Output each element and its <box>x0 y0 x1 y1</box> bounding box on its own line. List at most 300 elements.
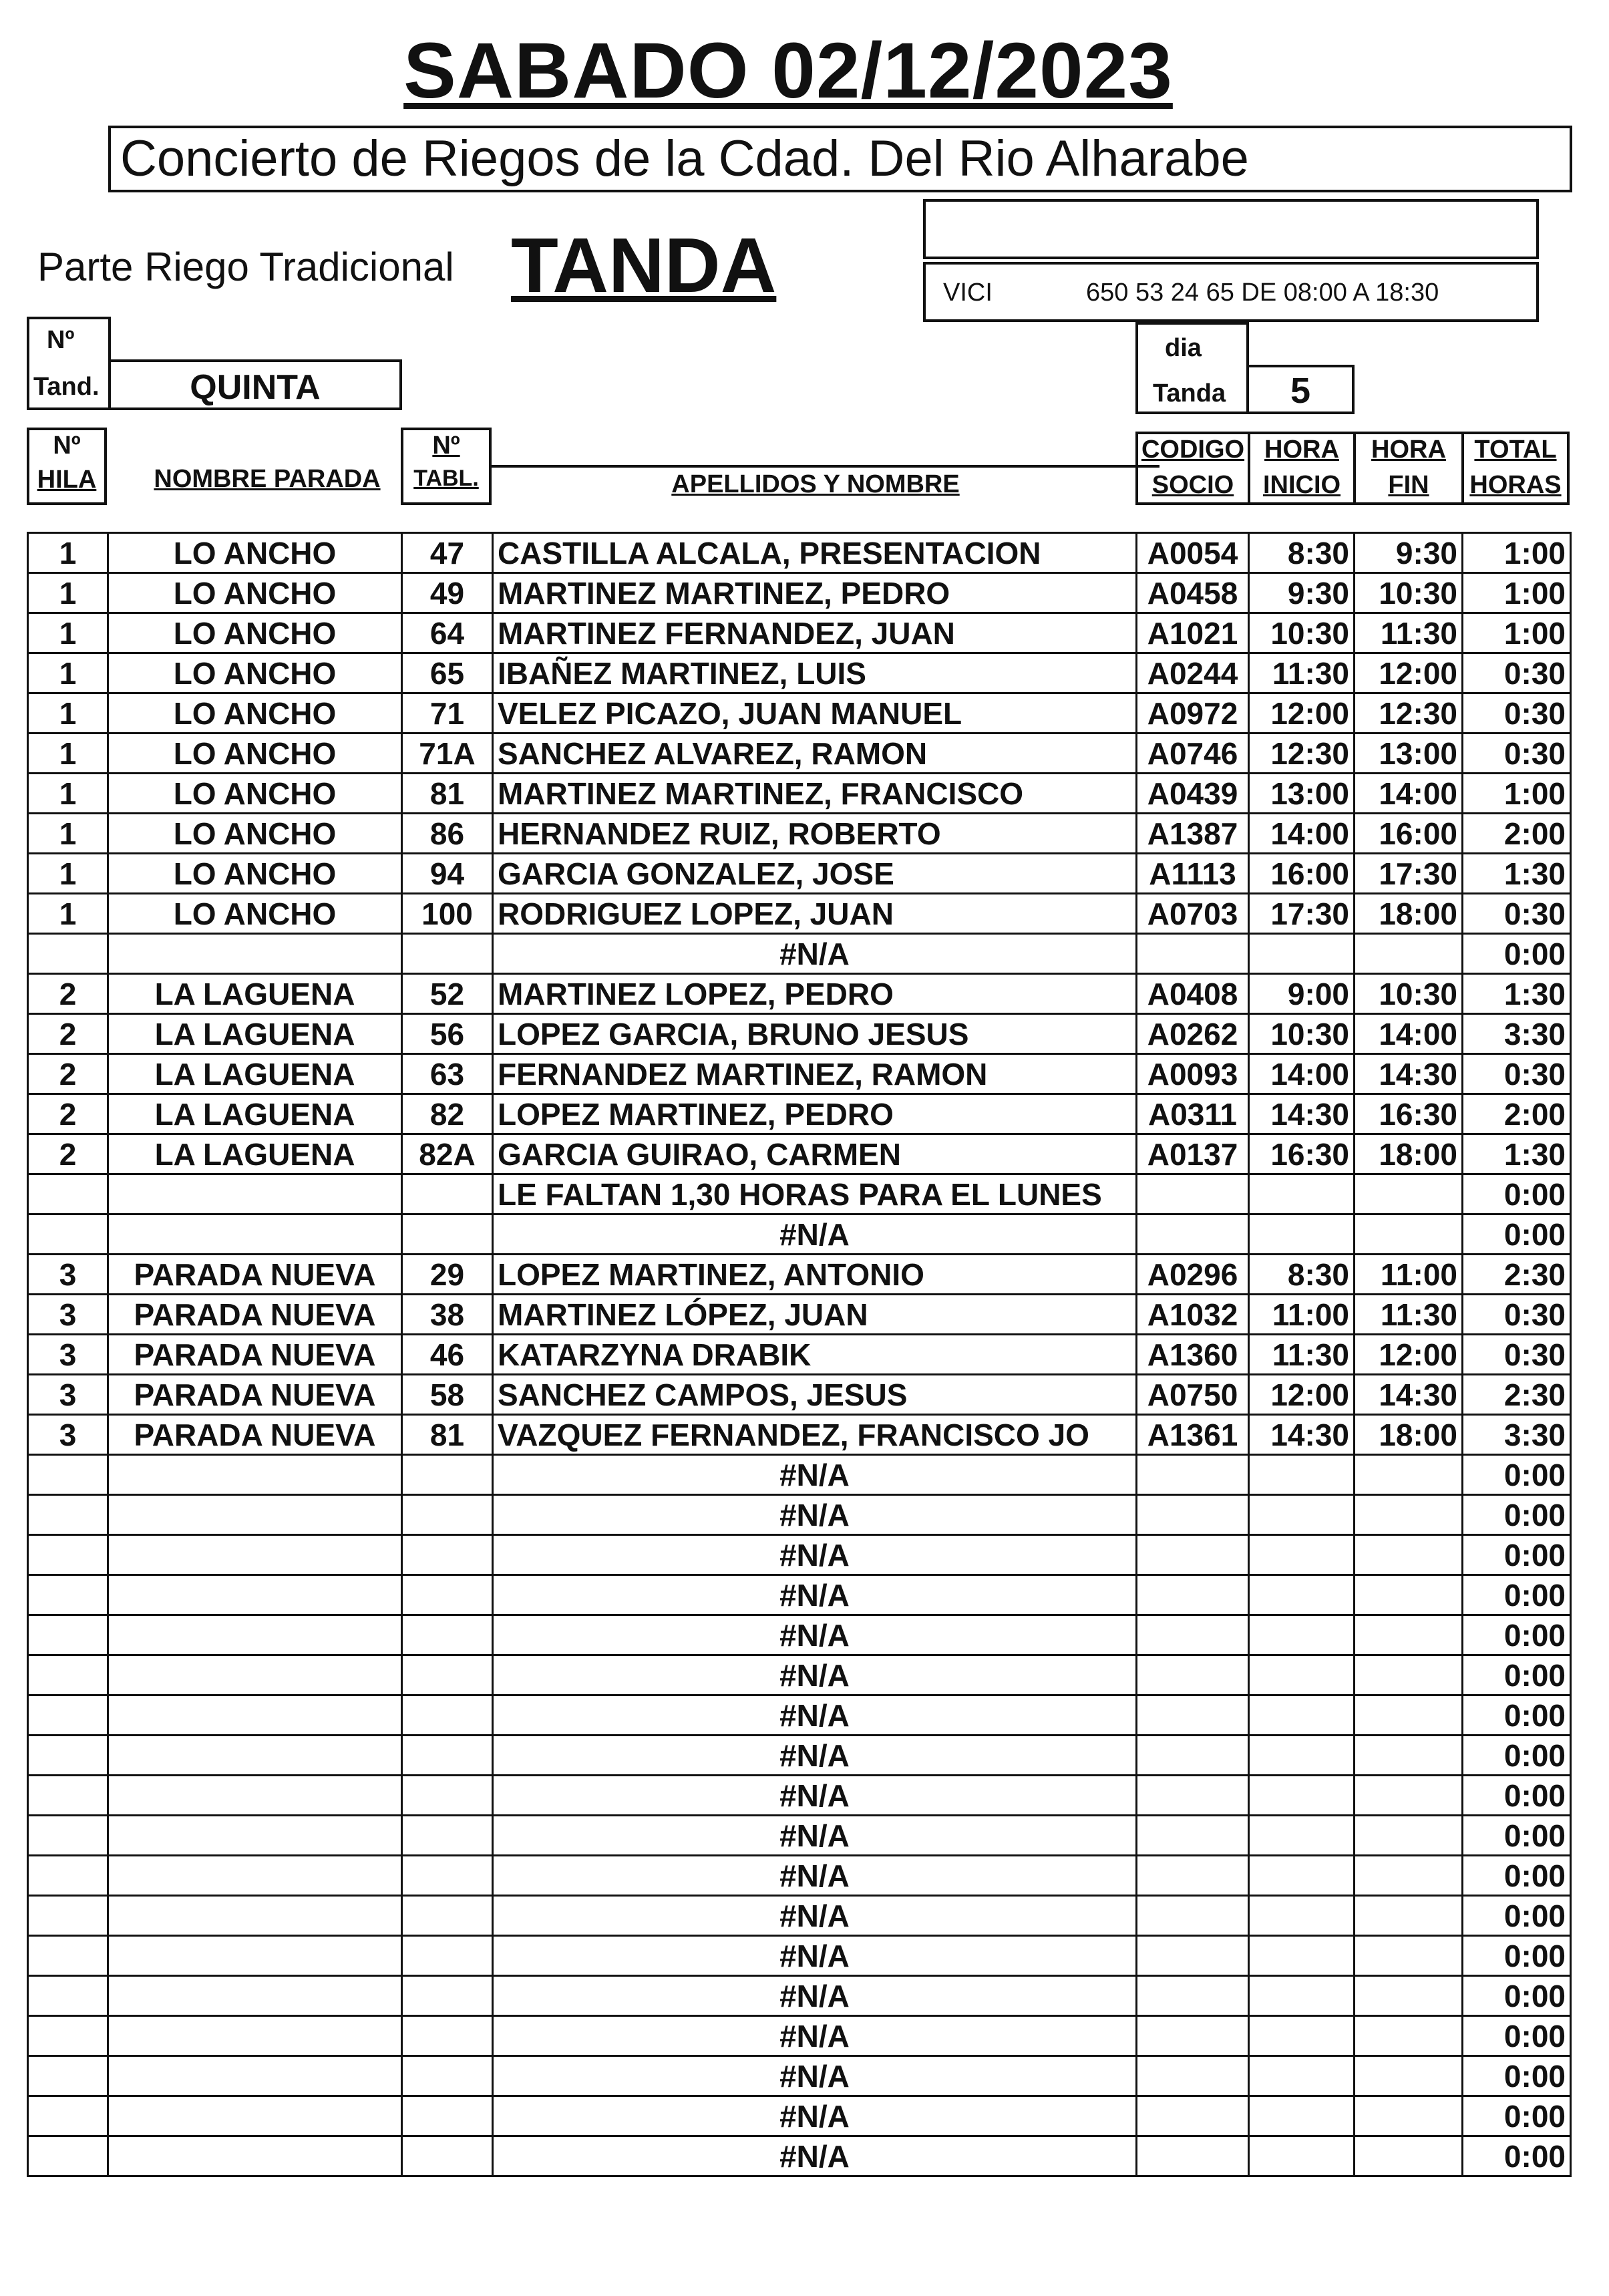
cell-inicio <box>1249 1736 1355 1776</box>
cell-total: 0:00 <box>1463 2136 1571 2176</box>
table-row <box>28 1816 1571 1856</box>
cell-fin <box>1355 1615 1463 1655</box>
cell-nombre: FERNANDEZ MARTINEZ, RAMON <box>493 1054 1137 1094</box>
cell-hila: 1 <box>28 693 108 733</box>
cell-inicio <box>1249 1776 1355 1816</box>
cell-fin: 14:00 <box>1355 1014 1463 1054</box>
no-label: Nº <box>47 326 75 354</box>
cell-inicio: 16:30 <box>1249 1134 1355 1174</box>
cell-total: 0:00 <box>1463 2016 1571 2056</box>
col-fin: HORA FIN <box>1353 432 1464 505</box>
cell-total: 0:00 <box>1463 1495 1571 1535</box>
tanda-name-box <box>108 359 402 410</box>
cell-total: 2:00 <box>1463 814 1571 854</box>
col-inicio: HORA INICIO <box>1248 432 1356 505</box>
cell-inicio <box>1249 934 1355 974</box>
cell-fin: 18:00 <box>1355 894 1463 934</box>
cell-hila: 3 <box>28 1295 108 1335</box>
table-row <box>28 1535 1571 1575</box>
table-row <box>28 733 1571 774</box>
cell-tabl <box>402 2096 493 2136</box>
cell-codigo <box>1137 2096 1249 2136</box>
cell-inicio <box>1249 1936 1355 1976</box>
cell-nombre: #N/A <box>493 2056 1137 2096</box>
table-row <box>28 1856 1571 1896</box>
cell-tabl <box>402 2056 493 2096</box>
cell-inicio: 9:30 <box>1249 573 1355 613</box>
col-codigo: CODIGO SOCIO <box>1135 432 1250 505</box>
cell-hila: 2 <box>28 1014 108 1054</box>
cell-parada <box>108 1615 402 1655</box>
cell-codigo: A0972 <box>1137 693 1249 733</box>
cell-nombre: MARTINEZ FERNANDEZ, JUAN <box>493 613 1137 653</box>
cell-fin: 11:00 <box>1355 1255 1463 1295</box>
table-row <box>28 1295 1571 1335</box>
cell-fin: 18:00 <box>1355 1134 1463 1174</box>
cell-inicio: 12:30 <box>1249 733 1355 774</box>
cell-nombre: GARCIA GONZALEZ, JOSE <box>493 854 1137 894</box>
cell-parada: LO ANCHO <box>108 693 402 733</box>
cell-nombre: #N/A <box>493 2096 1137 2136</box>
table-row <box>28 573 1571 613</box>
cell-total: 0:00 <box>1463 1535 1571 1575</box>
cell-tabl <box>402 1174 493 1214</box>
table-row <box>28 1936 1571 1976</box>
table-row <box>28 1976 1571 2016</box>
cell-codigo <box>1137 2056 1249 2096</box>
cell-nombre: GARCIA GUIRAO, CARMEN <box>493 1134 1137 1174</box>
cell-fin <box>1355 934 1463 974</box>
cell-tabl <box>402 1736 493 1776</box>
cell-codigo: A0296 <box>1137 1255 1249 1295</box>
table-row <box>28 854 1571 894</box>
cell-tabl: 58 <box>402 1375 493 1415</box>
cell-total: 0:00 <box>1463 2096 1571 2136</box>
cell-nombre: LE FALTAN 1,30 HORAS PARA EL LUNES <box>493 1174 1137 1214</box>
cell-codigo: A1361 <box>1137 1415 1249 1455</box>
table-row <box>28 1054 1571 1094</box>
cell-total: 2:00 <box>1463 1094 1571 1134</box>
table-row <box>28 1575 1571 1615</box>
cell-parada <box>108 1214 402 1255</box>
cell-codigo <box>1137 934 1249 974</box>
subtitle-text: Concierto de Riegos de la Cdad. Del Rio Alharabe <box>120 130 1249 187</box>
cell-fin <box>1355 1495 1463 1535</box>
cell-codigo: A0093 <box>1137 1054 1249 1094</box>
cell-nombre: KATARZYNA DRABIK <box>493 1335 1137 1375</box>
cell-parada: LA LAGUENA <box>108 1094 402 1134</box>
cell-codigo: A0439 <box>1137 774 1249 814</box>
cell-hila <box>28 2136 108 2176</box>
cell-fin: 11:30 <box>1355 613 1463 653</box>
cell-hila: 1 <box>28 854 108 894</box>
cell-fin: 17:30 <box>1355 854 1463 894</box>
cell-hila: 1 <box>28 653 108 693</box>
cell-parada <box>108 1535 402 1575</box>
table-row <box>28 2096 1571 2136</box>
cell-total: 0:00 <box>1463 1816 1571 1856</box>
cell-hila: 2 <box>28 1134 108 1174</box>
cell-tabl: 100 <box>402 894 493 934</box>
dia-tanda-value-box <box>1246 365 1355 414</box>
cell-fin <box>1355 1736 1463 1776</box>
cell-hila <box>28 1936 108 1976</box>
cell-nombre: MARTINEZ MARTINEZ, FRANCISCO <box>493 774 1137 814</box>
cell-tabl: 81 <box>402 774 493 814</box>
cell-total: 0:00 <box>1463 1856 1571 1896</box>
cell-tabl <box>402 1655 493 1695</box>
cell-parada <box>108 1936 402 1976</box>
cell-hila <box>28 1655 108 1695</box>
cell-nombre: #N/A <box>493 1776 1137 1816</box>
cell-parada: LO ANCHO <box>108 814 402 854</box>
cell-codigo <box>1137 1495 1249 1535</box>
cell-codigo: A0137 <box>1137 1134 1249 1174</box>
page-title: SABADO 02/12/2023 <box>403 27 1173 115</box>
table-row <box>28 774 1571 814</box>
cell-parada: LO ANCHO <box>108 533 402 573</box>
cell-hila <box>28 1776 108 1816</box>
cell-inicio: 12:00 <box>1249 693 1355 733</box>
cell-inicio <box>1249 1856 1355 1896</box>
cell-codigo <box>1137 1776 1249 1816</box>
cell-hila <box>28 1535 108 1575</box>
table-row <box>28 1695 1571 1736</box>
cell-hila: 1 <box>28 613 108 653</box>
table-row <box>28 2136 1571 2176</box>
cell-inicio <box>1249 2016 1355 2056</box>
cell-inicio: 14:30 <box>1249 1415 1355 1455</box>
cell-hila <box>28 934 108 974</box>
table-row <box>28 2016 1571 2056</box>
cell-tabl: 71 <box>402 693 493 733</box>
cell-inicio: 8:30 <box>1249 533 1355 573</box>
cell-tabl <box>402 1615 493 1655</box>
cell-hila: 1 <box>28 774 108 814</box>
cell-parada: PARADA NUEVA <box>108 1335 402 1375</box>
cell-hila: 3 <box>28 1255 108 1295</box>
cell-parada: PARADA NUEVA <box>108 1295 402 1335</box>
vici-info: 650 53 24 65 DE 08:00 A 18:30 <box>1086 279 1439 307</box>
cell-codigo <box>1137 1575 1249 1615</box>
cell-fin: 12:30 <box>1355 693 1463 733</box>
cell-inicio: 8:30 <box>1249 1255 1355 1295</box>
cell-total: 2:30 <box>1463 1255 1571 1295</box>
cell-nombre: #N/A <box>493 934 1137 974</box>
cell-hila <box>28 1856 108 1896</box>
cell-fin: 9:30 <box>1355 533 1463 573</box>
cell-hila <box>28 1976 108 2016</box>
cell-parada: LA LAGUENA <box>108 1014 402 1054</box>
cell-codigo: A0311 <box>1137 1094 1249 1134</box>
cell-inicio <box>1249 1455 1355 1495</box>
cell-inicio <box>1249 2136 1355 2176</box>
table-row <box>28 1335 1571 1375</box>
cell-total: 0:30 <box>1463 693 1571 733</box>
cell-codigo: A1021 <box>1137 613 1249 653</box>
cell-nombre: RODRIGUEZ LOPEZ, JUAN <box>493 894 1137 934</box>
cell-codigo <box>1137 1896 1249 1936</box>
cell-total: 0:00 <box>1463 1695 1571 1736</box>
cell-parada: LO ANCHO <box>108 613 402 653</box>
cell-hila: 2 <box>28 1094 108 1134</box>
cell-fin <box>1355 1976 1463 2016</box>
cell-codigo: A0262 <box>1137 1014 1249 1054</box>
table-row <box>28 1736 1571 1776</box>
cell-total: 0:30 <box>1463 894 1571 934</box>
cell-nombre: #N/A <box>493 1214 1137 1255</box>
cell-tabl: 65 <box>402 653 493 693</box>
table-row <box>28 934 1571 974</box>
cell-fin <box>1355 1816 1463 1856</box>
cell-fin <box>1355 1896 1463 1936</box>
cell-inicio <box>1249 1495 1355 1535</box>
cell-nombre: LOPEZ GARCIA, BRUNO JESUS <box>493 1014 1137 1054</box>
cell-nombre: MARTINEZ MARTINEZ, PEDRO <box>493 573 1137 613</box>
cell-nombre: HERNANDEZ RUIZ, ROBERTO <box>493 814 1137 854</box>
table-row <box>28 1134 1571 1174</box>
cell-nombre: SANCHEZ CAMPOS, JESUS <box>493 1375 1137 1415</box>
cell-inicio <box>1249 2056 1355 2096</box>
cell-inicio <box>1249 2096 1355 2136</box>
cell-total: 0:00 <box>1463 934 1571 974</box>
cell-inicio: 14:00 <box>1249 1054 1355 1094</box>
cell-nombre: #N/A <box>493 1575 1137 1615</box>
cell-fin: 10:30 <box>1355 974 1463 1014</box>
cell-codigo: A0244 <box>1137 653 1249 693</box>
col-tabl: Nº TABL. <box>401 428 492 505</box>
cell-fin <box>1355 1535 1463 1575</box>
cell-inicio: 9:00 <box>1249 974 1355 1014</box>
cell-parada <box>108 1655 402 1695</box>
cell-parada <box>108 2136 402 2176</box>
cell-parada: LO ANCHO <box>108 774 402 814</box>
table-row <box>28 1214 1571 1255</box>
cell-tabl <box>402 1575 493 1615</box>
cell-fin <box>1355 1174 1463 1214</box>
cell-parada: PARADA NUEVA <box>108 1255 402 1295</box>
cell-tabl: 52 <box>402 974 493 1014</box>
cell-codigo: A0746 <box>1137 733 1249 774</box>
cell-nombre: #N/A <box>493 1856 1137 1896</box>
cell-codigo: A1387 <box>1137 814 1249 854</box>
cell-parada <box>108 1776 402 1816</box>
cell-tabl <box>402 1214 493 1255</box>
cell-hila: 3 <box>28 1415 108 1455</box>
cell-total: 2:30 <box>1463 1375 1571 1415</box>
cell-codigo: A0703 <box>1137 894 1249 934</box>
cell-hila <box>28 1214 108 1255</box>
cell-nombre: VAZQUEZ FERNANDEZ, FRANCISCO JO <box>493 1415 1137 1455</box>
cell-parada <box>108 1174 402 1214</box>
cell-total: 0:00 <box>1463 1896 1571 1936</box>
cell-total: 1:30 <box>1463 1134 1571 1174</box>
cell-hila: 1 <box>28 814 108 854</box>
cell-inicio <box>1249 1655 1355 1695</box>
table-row <box>28 533 1571 573</box>
cell-nombre: #N/A <box>493 2016 1137 2056</box>
cell-nombre: #N/A <box>493 1495 1137 1535</box>
cell-parada <box>108 1816 402 1856</box>
cell-codigo: A1360 <box>1137 1335 1249 1375</box>
cell-tabl: 29 <box>402 1255 493 1295</box>
cell-codigo <box>1137 2136 1249 2176</box>
subtitle-box <box>108 126 1572 192</box>
table-row <box>28 814 1571 854</box>
cell-parada: PARADA NUEVA <box>108 1375 402 1415</box>
cell-tabl: 86 <box>402 814 493 854</box>
cell-nombre: LOPEZ MARTINEZ, PEDRO <box>493 1094 1137 1134</box>
col-total: TOTAL HORAS <box>1461 432 1570 505</box>
cell-inicio <box>1249 1615 1355 1655</box>
cell-nombre: #N/A <box>493 2136 1137 2176</box>
cell-total: 0:30 <box>1463 1335 1571 1375</box>
cell-total: 0:00 <box>1463 1976 1571 2016</box>
cell-inicio: 14:30 <box>1249 1094 1355 1134</box>
cell-parada <box>108 1856 402 1896</box>
cell-tabl: 71A <box>402 733 493 774</box>
cell-hila: 1 <box>28 533 108 573</box>
cell-tabl <box>402 1936 493 1976</box>
cell-tabl: 63 <box>402 1054 493 1094</box>
cell-codigo <box>1137 1695 1249 1736</box>
column-header <box>27 428 1576 508</box>
cell-nombre: #N/A <box>493 1936 1137 1976</box>
cell-inicio: 14:00 <box>1249 814 1355 854</box>
cell-total: 0:30 <box>1463 733 1571 774</box>
cell-inicio <box>1249 1214 1355 1255</box>
cell-hila <box>28 1455 108 1495</box>
cell-parada: LA LAGUENA <box>108 1054 402 1094</box>
cell-parada <box>108 2096 402 2136</box>
cell-inicio: 17:30 <box>1249 894 1355 934</box>
cell-total: 1:00 <box>1463 573 1571 613</box>
cell-total: 1:30 <box>1463 854 1571 894</box>
cell-nombre: #N/A <box>493 1615 1137 1655</box>
cell-total: 0:00 <box>1463 1455 1571 1495</box>
table-row <box>28 1495 1571 1535</box>
cell-hila <box>28 1174 108 1214</box>
dia-box <box>1135 322 1249 414</box>
cell-total: 0:30 <box>1463 1295 1571 1335</box>
tanda-name: QUINTA <box>190 368 321 407</box>
tand-number-box <box>27 317 111 410</box>
cell-parada <box>108 1976 402 2016</box>
cell-fin: 10:30 <box>1355 573 1463 613</box>
cell-fin: 14:30 <box>1355 1054 1463 1094</box>
table-row <box>28 653 1571 693</box>
cell-codigo <box>1137 1976 1249 2016</box>
cell-total: 0:00 <box>1463 1214 1571 1255</box>
cell-total: 1:00 <box>1463 533 1571 573</box>
cell-inicio: 13:00 <box>1249 774 1355 814</box>
cell-parada: LO ANCHO <box>108 854 402 894</box>
cell-parada <box>108 2056 402 2096</box>
cell-parada <box>108 1495 402 1535</box>
cell-nombre: #N/A <box>493 1896 1137 1936</box>
cell-nombre: #N/A <box>493 1976 1137 2016</box>
cell-codigo: A1113 <box>1137 854 1249 894</box>
tand-label: Tand. <box>33 373 100 401</box>
cell-hila <box>28 1736 108 1776</box>
table-row <box>28 1776 1571 1816</box>
cell-fin <box>1355 1655 1463 1695</box>
cell-tabl: 47 <box>402 533 493 573</box>
cell-hila <box>28 1575 108 1615</box>
table-row <box>28 613 1571 653</box>
cell-total: 1:30 <box>1463 974 1571 1014</box>
cell-parada: LO ANCHO <box>108 894 402 934</box>
cell-total: 0:00 <box>1463 2056 1571 2096</box>
table-row <box>28 1615 1571 1655</box>
cell-fin <box>1355 1695 1463 1736</box>
cell-tabl: 56 <box>402 1014 493 1054</box>
table-row <box>28 1896 1571 1936</box>
cell-inicio <box>1249 1896 1355 1936</box>
table-row <box>28 1375 1571 1415</box>
cell-codigo <box>1137 1535 1249 1575</box>
cell-parada: PARADA NUEVA <box>108 1415 402 1455</box>
cell-nombre: #N/A <box>493 1455 1137 1495</box>
cell-fin <box>1355 2056 1463 2096</box>
cell-parada <box>108 1455 402 1495</box>
cell-tabl <box>402 1695 493 1736</box>
cell-inicio <box>1249 1174 1355 1214</box>
cell-fin: 12:00 <box>1355 653 1463 693</box>
cell-hila <box>28 2016 108 2056</box>
cell-tabl <box>402 2136 493 2176</box>
cell-total: 0:00 <box>1463 1936 1571 1976</box>
col-parada: NOMBRE PARADA <box>154 465 381 493</box>
cell-total: 1:00 <box>1463 613 1571 653</box>
dia-label: dia <box>1165 334 1202 362</box>
cell-total: 0:00 <box>1463 1776 1571 1816</box>
cell-fin <box>1355 1776 1463 1816</box>
cell-hila: 1 <box>28 894 108 934</box>
cell-nombre: #N/A <box>493 1655 1137 1695</box>
cell-hila <box>28 1695 108 1736</box>
cell-fin: 14:30 <box>1355 1375 1463 1415</box>
parte-label: Parte Riego Tradicional <box>37 244 454 289</box>
cell-total: 0:00 <box>1463 1655 1571 1695</box>
cell-inicio: 11:00 <box>1249 1295 1355 1335</box>
cell-fin <box>1355 1575 1463 1615</box>
cell-total: 0:00 <box>1463 1615 1571 1655</box>
cell-codigo: A0458 <box>1137 573 1249 613</box>
cell-fin: 13:00 <box>1355 733 1463 774</box>
cell-hila <box>28 1615 108 1655</box>
vici-box <box>923 262 1539 322</box>
cell-inicio <box>1249 1816 1355 1856</box>
table-row <box>28 1415 1571 1455</box>
cell-total: 0:00 <box>1463 1174 1571 1214</box>
cell-parada: LO ANCHO <box>108 573 402 613</box>
cell-codigo <box>1137 1174 1249 1214</box>
cell-parada: LO ANCHO <box>108 733 402 774</box>
dia-tanda-label: Tanda <box>1153 379 1226 407</box>
cell-hila <box>28 1816 108 1856</box>
cell-codigo <box>1137 1816 1249 1856</box>
cell-inicio: 16:00 <box>1249 854 1355 894</box>
cell-tabl: 46 <box>402 1335 493 1375</box>
table-row <box>28 1014 1571 1054</box>
cell-tabl <box>402 1856 493 1896</box>
cell-hila <box>28 1495 108 1535</box>
cell-hila <box>28 2096 108 2136</box>
cell-tabl <box>402 1776 493 1816</box>
cell-inicio <box>1249 1695 1355 1736</box>
cell-parada <box>108 934 402 974</box>
